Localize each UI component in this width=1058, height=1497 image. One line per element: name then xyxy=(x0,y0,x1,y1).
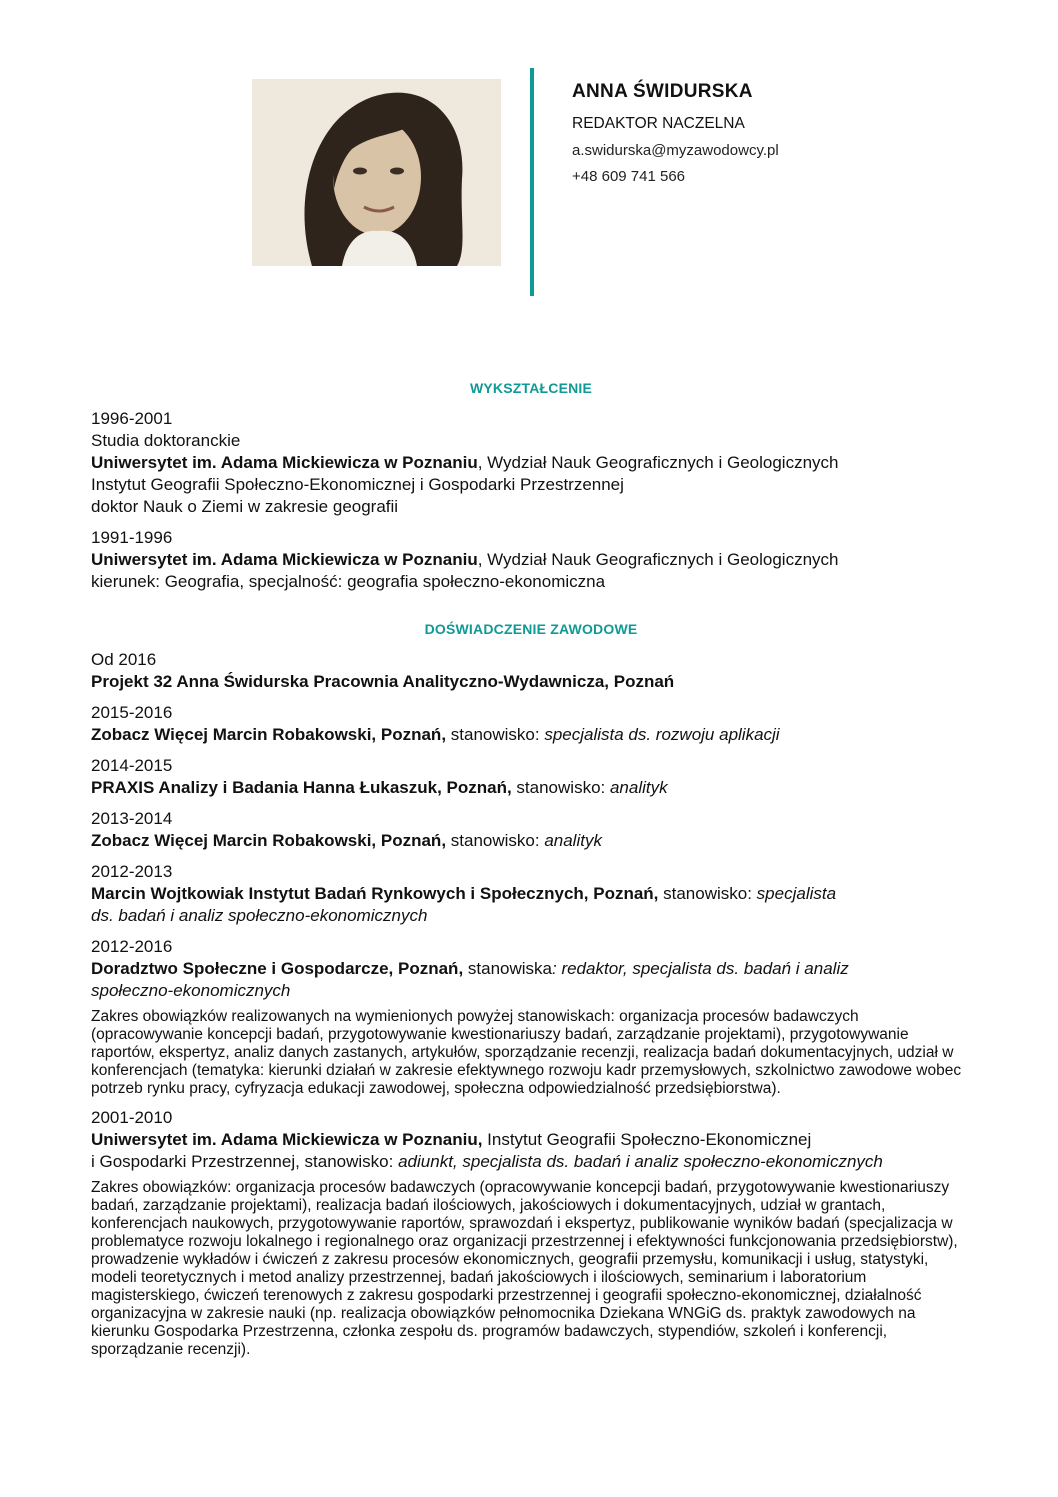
entry-position: analityk xyxy=(544,831,602,850)
entry-years: 2012-2016 xyxy=(91,937,173,956)
section-title-experience: DOŚWIADCZENIE ZAWODOWE xyxy=(424,621,638,637)
entry-years: 2015-2016 xyxy=(91,703,173,722)
entry-position: : redaktor, specjalista ds. badań i analiz xyxy=(552,959,849,978)
experience-entry xyxy=(91,808,971,852)
entry-org-rest: , Wydział Nauk Geograficznych i Geologicznych xyxy=(477,453,839,472)
entry-org-rest: Instytut Geografii Społeczno-Ekonomicznej xyxy=(482,1130,812,1149)
entry-degree: Studia doktoranckie xyxy=(91,431,241,450)
entry-position-cont: społeczno-ekonomicznych xyxy=(91,981,291,1000)
entry-years: 2013-2014 xyxy=(91,809,173,828)
entry-position-label: i Gospodarki Przestrzennej, stanowisko: xyxy=(91,1152,399,1171)
entry-description: Zakres obowiązków realizowanych na wymienionych powyżej stanowiskach: organizacja procesów badawczych (opracowywanie koncepcji badań, przygotowywanie kwestionariuszy badań, zarządzanie projektami), przygotowywanie raportów, ekspertyz, analiz danych zastanych, artykułów, sporządzanie recenzji, realizacja badań dokumentacyjnych, udział w konferencjach (tematyka: kierunki działań w zakresie efektywnego rozwoju kadr przemysłowych, szkolnictwo zawodowe wobec potrzeb rynku pracy, cyfryzacja edukacji zawodowej, społeczna odpowiedzialność przedsiębiorstwa). xyxy=(91,1008,962,1097)
entry-org: Uniwersytet im. Adama Mickiewicza w Poznaniu xyxy=(91,550,478,569)
profile-photo xyxy=(252,79,501,266)
entry-org: Uniwersytet im. Adama Mickiewicza w Poznaniu, xyxy=(91,1130,483,1149)
entry-position: specjalista xyxy=(756,884,837,903)
entry-description: Zakres obowiązków: organizacja procesów badawczych (opracowywanie koncepcji badań, przygotowywanie kwestionariuszy badań, zarządzanie projektami), realizacja badań ilościowych, jakościowych i dokumentacyjnych, udział w grantach, konferencjach naukowych, przygotowywanie raportów, sprawozdań i ekspertyz, publikowanie wyników badań (specjalizacja w problematyce rozwoju lokalnego i regionalnego oraz organizacji przestrzennej i efektywności funkcjonowania przedsiębiorstw), prowadzenie wykładów i ćwiczeń z zakresu procesów ekonomicznych, geografii przemysłu, komunikacji i usług, statystyki, modeli teoretycznych i metod analizy przestrzennej, badań jakościowych i ilościowych, seminarium i laboratorium magisterskiego, ćwiczeń terenowych z zakresu gospodarki przestrzennej i geografii społeczno-ekonomicznej, działalność organizacyjna w zakresie nauki (np. realizacja obowiązków pełnomocnika Dziekana WNGiG ds. praktyk zawodowych na kierunku Gospodarka Przestrzenna, członka zespołu ds. programów badawczych, stypendiów, szkoleń i konferencji, sporządzanie recenzji). xyxy=(91,1179,958,1358)
entry-org: Marcin Wojtkowiak Instytut Badań Rynkowych i Społecznych, Poznań, xyxy=(91,884,659,903)
experience-entry xyxy=(91,649,971,693)
entry-org-rest: , Wydział Nauk Geograficznych i Geologicznych xyxy=(477,550,839,569)
education-entry xyxy=(91,527,971,593)
entry-org: PRAXIS Analizy i Badania Hanna Łukaszuk, Poznań, xyxy=(91,778,512,797)
entry-detail: kierunek: Geografia, specjalność: geografia społeczno-ekonomiczna xyxy=(91,572,606,591)
entry-position: specjalista ds. rozwoju aplikacji xyxy=(544,725,780,744)
entry-years: 1991-1996 xyxy=(91,528,173,547)
person-name: ANNA ŚWIDURSKA xyxy=(572,81,753,102)
entry-position-cont: ds. badań i analiz społeczno-ekonomicznych xyxy=(91,906,428,925)
cv-content xyxy=(91,378,971,1368)
header-divider xyxy=(530,68,534,296)
entry-detail: Instytut Geografii Społeczno-Ekonomicznej i Gospodarki Przestrzennej xyxy=(91,475,624,494)
section-title-education: WYKSZTAŁCENIE xyxy=(469,380,593,396)
experience-entry xyxy=(91,936,971,1098)
entry-position-label: stanowisko: xyxy=(511,778,610,797)
experience-entry xyxy=(91,755,971,799)
entry-years: 1996-2001 xyxy=(91,409,173,428)
entry-position-label: stanowiska xyxy=(463,959,552,978)
education-entry xyxy=(91,408,971,518)
entry-years: Od 2016 xyxy=(91,650,157,669)
email-link[interactable]: a.swidurska@myzawodowcy.pl xyxy=(572,142,779,159)
experience-entry xyxy=(91,1107,971,1359)
entry-org: Zobacz Więcej Marcin Robakowski, Poznań, xyxy=(91,831,447,850)
entry-years: 2014-2015 xyxy=(91,756,173,775)
entry-position-label: stanowisko: xyxy=(658,884,757,903)
entry-position: adiunkt, specjalista ds. badań i analiz społeczno-ekonomicznych xyxy=(398,1152,883,1171)
entry-org: Projekt 32 Anna Świdurska Pracownia Analityczno-Wydawnicza, Poznań xyxy=(91,672,675,691)
experience-entry xyxy=(91,702,971,746)
entry-position: analityk xyxy=(609,778,668,797)
entry-detail: doktor Nauk o Ziemi w zakresie geografii xyxy=(91,497,399,516)
entry-years: 2012-2013 xyxy=(91,862,173,881)
entry-position-label: stanowisko: xyxy=(446,831,545,850)
entry-org: Uniwersytet im. Adama Mickiewicza w Poznaniu xyxy=(91,453,478,472)
entry-org: Zobacz Więcej Marcin Robakowski, Poznań, xyxy=(91,725,447,744)
entry-position-label: stanowisko: xyxy=(446,725,545,744)
phone-number: +48 609 741 566 xyxy=(572,168,686,185)
header-info xyxy=(572,80,1012,186)
experience-entry xyxy=(91,861,971,927)
entry-years: 2001-2010 xyxy=(91,1108,173,1127)
person-role: REDAKTOR NACZELNA xyxy=(572,115,745,132)
entry-org: Doradztwo Społeczne i Gospodarcze, Poznań, xyxy=(91,959,464,978)
